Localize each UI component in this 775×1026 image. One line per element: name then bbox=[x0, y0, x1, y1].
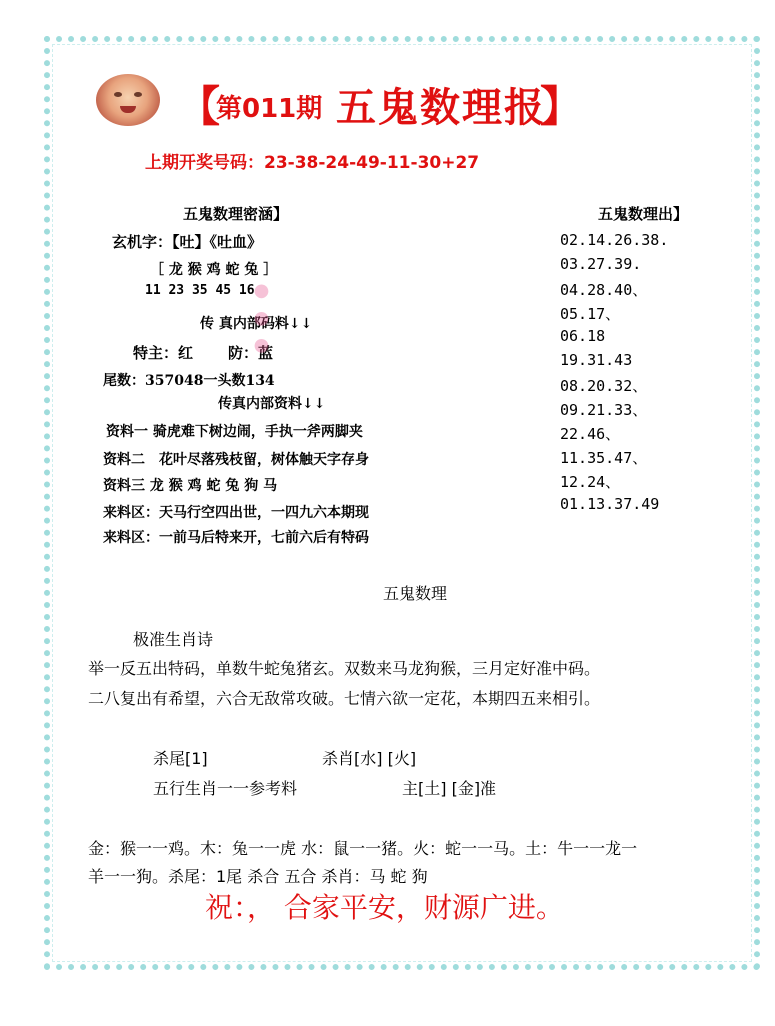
issue-number: 第011期 bbox=[216, 94, 323, 124]
incoming-line-2: 来料区：一前马后特来开，七前六后有特码 bbox=[103, 530, 369, 546]
page-title: 五鬼数理报 bbox=[336, 84, 546, 131]
elements-line-2: 羊一一狗。杀尾：1尾 杀合 五合 杀肖：马 蛇 狗 bbox=[88, 867, 428, 886]
right-section-title: 五鬼数理出】 bbox=[598, 205, 689, 223]
poem-line-2: 二八复出有希望，六合无敌常攻破。七情六欲一定花，本期四五来相引。 bbox=[88, 689, 601, 708]
number-group: 09.21.33、 bbox=[560, 401, 648, 419]
elements-line-1: 金：猴一一鸡。木：兔一一虎 水：鼠一一猪。火：蛇一一马。土：牛一一龙一 bbox=[88, 839, 638, 858]
number-group: 01.13.37.49 bbox=[560, 495, 660, 513]
number-list: 11 23 35 45 16 bbox=[145, 283, 255, 298]
five-elements-reference: 五行生肖一一参考料 bbox=[153, 779, 298, 798]
main-elements: 主[土] [金]准 bbox=[402, 779, 497, 798]
number-group: 03.27.39. bbox=[560, 255, 642, 273]
face-icon bbox=[96, 74, 160, 126]
number-group: 12.24、 bbox=[560, 473, 621, 491]
number-group: 19.31.43 bbox=[560, 351, 633, 369]
fax-heading-2: 传真内部资料↓↓ bbox=[218, 396, 326, 412]
last-draw-numbers: 上期开奖号码：23-38-24-49-11-30+27 bbox=[145, 153, 480, 173]
data-line-1: 资料一 骑虎难下树边闹，手执一斧两脚夹 bbox=[106, 424, 363, 440]
fax-heading-1: 传 真内部码料↓↓ bbox=[200, 316, 313, 332]
poem-line-1: 举一反五出特码，单数牛蛇兔猪玄。双数来马龙狗猴，三月定好准中码。 bbox=[88, 659, 601, 678]
tail-numbers: 尾数：357048一头数134 bbox=[103, 373, 275, 389]
title-bracket-open: 【 bbox=[178, 82, 221, 131]
data-line-2: 资料二 花叶尽落残枝留，树体触天字存身 bbox=[103, 452, 369, 468]
xuanji-line: 玄机字：【吐】《吐血》 bbox=[112, 233, 263, 251]
number-group: 05.17、 bbox=[560, 305, 621, 323]
kill-zodiac: 杀肖[水] [火] bbox=[322, 749, 417, 768]
number-group: 06.18 bbox=[560, 327, 606, 345]
guard-color: 防：蓝 bbox=[228, 344, 274, 362]
lower-heading: 五鬼数理 bbox=[383, 584, 448, 603]
poem-title: 极准生肖诗 bbox=[133, 630, 214, 649]
number-group: 11.35.47、 bbox=[560, 449, 648, 467]
title-bracket-close: 】 bbox=[540, 82, 583, 131]
blessing: 祝：， 合家平安，财源广进。 bbox=[205, 891, 564, 924]
number-group: 02.14.26.38. bbox=[560, 231, 669, 249]
watermark-stamp: ● ● ● bbox=[251, 280, 272, 356]
number-group: 08.20.32、 bbox=[560, 377, 648, 395]
special-main: 特主：红 bbox=[133, 344, 194, 362]
number-group: 22.46、 bbox=[560, 425, 621, 443]
kill-tail: 杀尾[1] bbox=[153, 749, 208, 768]
number-group: 04.28.40、 bbox=[560, 281, 648, 299]
zodiac-list: ［ 龙 猴 鸡 蛇 兔 ］ bbox=[150, 262, 278, 278]
data-line-3: 资料三 龙 猴 鸡 蛇 兔 狗 马 bbox=[103, 478, 278, 494]
left-section-title: 五鬼数理密涵】 bbox=[183, 205, 289, 223]
incoming-line-1: 来料区：天马行空四出世，一四九六本期现 bbox=[103, 505, 369, 521]
